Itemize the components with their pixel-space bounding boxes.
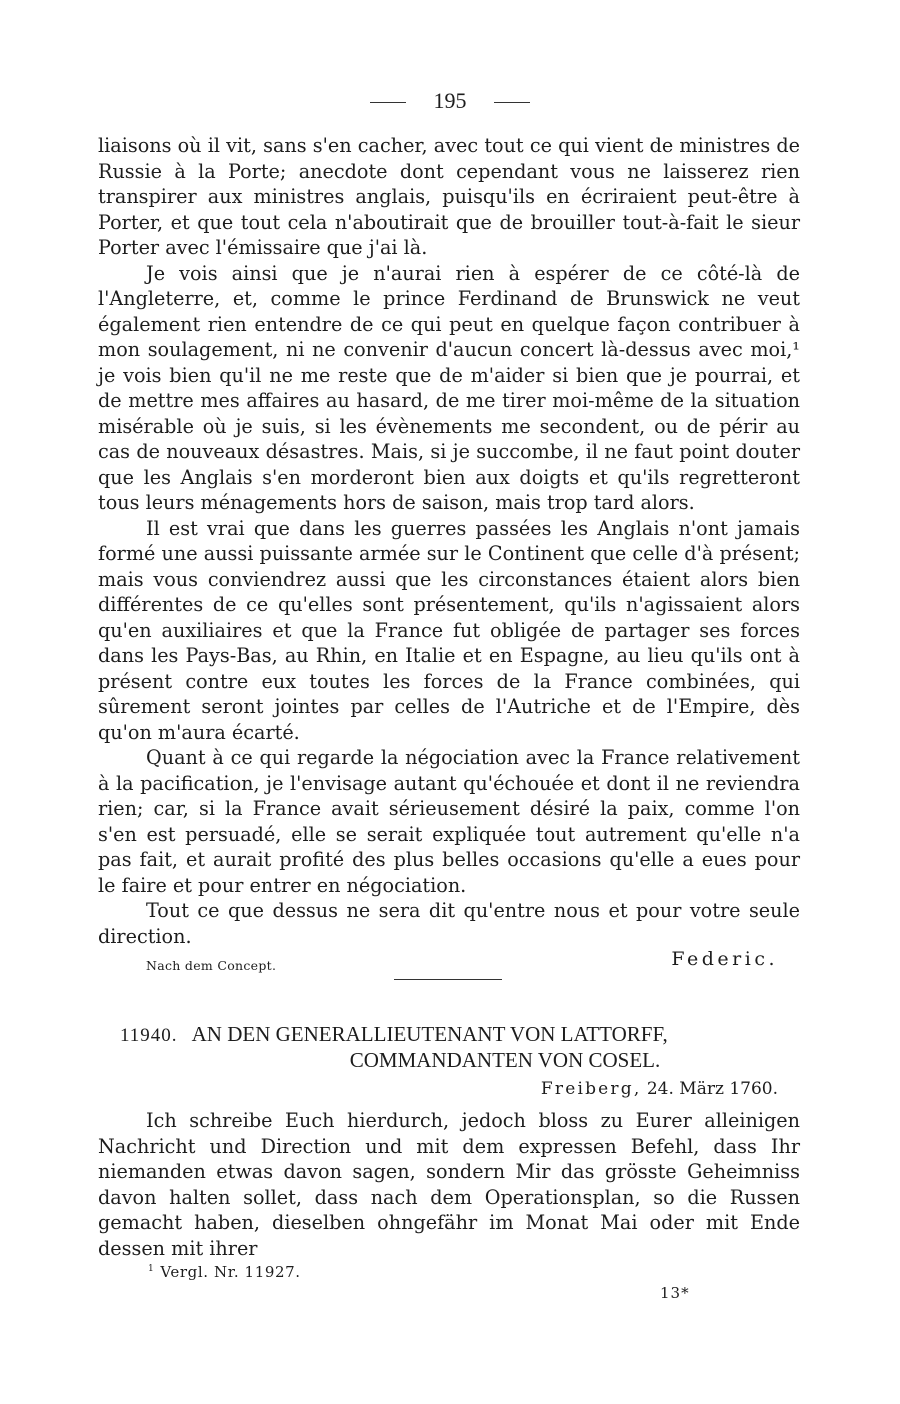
paragraph-3: Il est vrai que dans les guerres passées les Anglais n'ont jamais formé une aussi puissante armée sur le Continent que celle d'à présent; mais vous conviendrez aussi que les circonstances étaient alors bien différentes de ce qu'elles sont présentement, qu'ils n'agissaient alors qu'en auxiliaires et que la France fut obligée de partager ses forces dans les Pays-Bas, au Rhin, en Italie et en Espagne, au lieu qu'ils ont à présent contre eux toutes les forces de la France combinées, qui sûrement seront jointes par celles de l'Autriche et de l'Empire, dès qu'on m'aura écarté. xyxy=(98,516,800,744)
letter-number: 11940. xyxy=(120,1025,178,1046)
letter-body xyxy=(98,1108,800,1261)
page-header xyxy=(0,88,900,114)
printer-signature-mark: 13* xyxy=(660,1284,690,1302)
footnote-text: Vergl. Nr. 11927. xyxy=(160,1263,301,1281)
page-number: 195 xyxy=(433,88,467,113)
paragraph-5: Tout ce que dessus ne sera dit qu'entre nous et pour votre seule direction. xyxy=(98,899,800,948)
footnote xyxy=(148,1263,301,1281)
paragraph-1: liaisons où il vit, sans s'en cacher, avec tout ce qui vient de ministres de Russie à la Porte; anecdote dont cependant vous ne laisserez rien transpirer aux ministres anglais, puisqu'ils en écriraient peut-être à Porter, et que tout cela n'aboutirait que de brouiller tout-à-fait le sieur Porter avec l'émissaire que j'ai là. xyxy=(98,134,800,259)
section-divider xyxy=(394,979,502,980)
header-rule-left xyxy=(370,102,406,103)
closing-row xyxy=(98,948,778,976)
letter-heading-line2: COMMANDANTEN VON COSEL. xyxy=(349,1048,661,1072)
letter-heading xyxy=(120,1022,800,1072)
letter-continuation-body xyxy=(98,133,800,949)
paragraph-2: Je vois ainsi que je n'aurai rien à espérer de ce côté-là de l'Angleterre, et, comme le prince Ferdinand de Brunswick ne veut également rien entendre de ce qui peut en quelque façon contribuer à mon soulagement, ni ne convenir d'aucun concert là-dessus avec moi,¹ je vois bien qu'il ne me reste que de m'aider si bien que je pourrai, et de mettre mes affaires au hasard, de me tirer moi-même de la situation misérable où je suis, si les évènements me secondent, ou de périr au cas de nouveaux désastres. Mais, si je succombe, il ne faut point douter que les Anglais s'en morderont bien aux doigts et qu'ils regretteront tous leurs ménagements hors de saison, mais trop tard alors. xyxy=(98,261,800,514)
letter-paragraph-1: Ich schreibe Euch hierdurch, jedoch bloss zu Eurer alleinigen Nachricht und Direction und mit dem expressen Befehl, dass Ihr niemanden etwas davon sagen, sondern Mir das grösste Geheimniss davon halten sollet, dass nach dem Operationsplan, so die Russen gemacht haben, dieselben ohngefähr im Monat Mai oder mit Ende dessen mit ihrer xyxy=(98,1109,800,1260)
letter-place: Freiberg, xyxy=(540,1079,642,1099)
letter-heading-line1: AN DEN GENERALLIEUTENANT VON LATTORFF, xyxy=(191,1022,668,1046)
paragraph-4: Quant à ce qui regarde la négociation avec la France relativement à la pacification, je l'envisage autant qu'échouée et dont il ne reviendra rien; car, si la France avait sérieusement désiré la paix, comme l'on s'en est persuadé, elle se serait expliquée tout autrement qu'elle n'a pas fait, et aurait profité des plus belles occasions qu'elle a eues pour le faire et pour entrer en négociation. xyxy=(98,746,800,897)
footnote-marker: 1 xyxy=(148,1264,155,1274)
letter-date: 24. März 1760. xyxy=(646,1079,778,1099)
signature: Federic. xyxy=(671,948,778,970)
place-date xyxy=(541,1079,778,1099)
header-rule-right xyxy=(494,102,530,103)
source-note: Nach dem Concept. xyxy=(146,958,277,973)
